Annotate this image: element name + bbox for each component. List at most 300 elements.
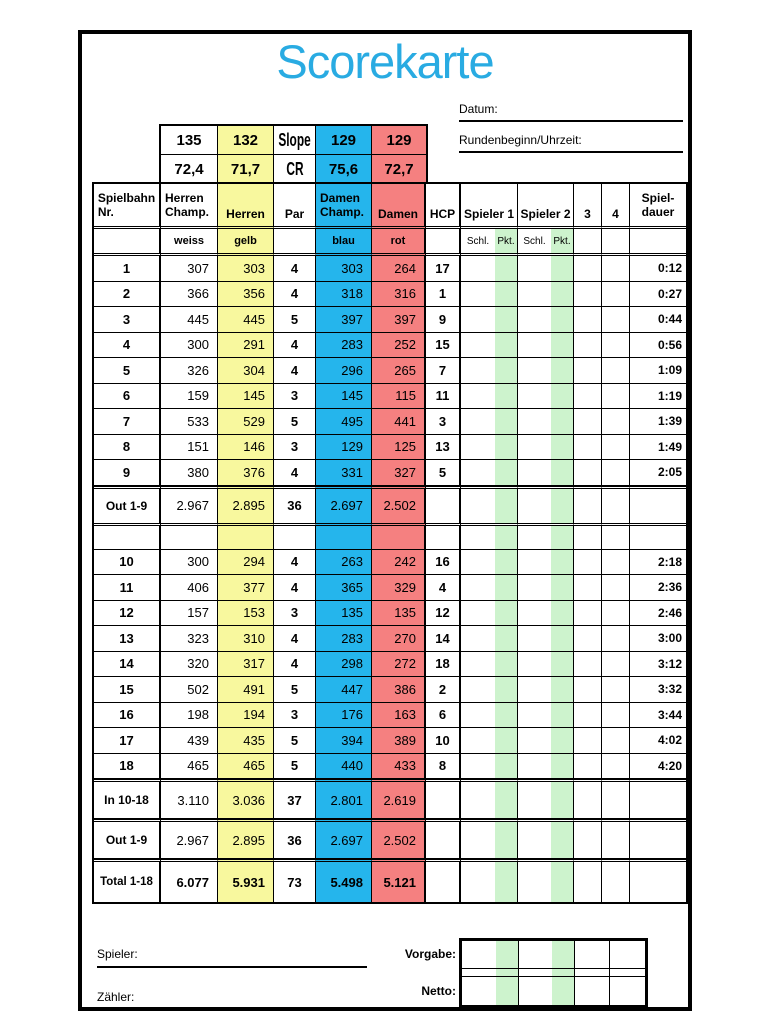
- spieler2-score-cell: [518, 307, 574, 333]
- in-spieler2: [518, 779, 574, 819]
- header-player4: 4: [602, 184, 630, 229]
- spieldauer-cell: 1:49: [630, 435, 686, 461]
- out2-rot: 2.502: [372, 819, 426, 859]
- spieldauer-cell: 2:36: [630, 575, 686, 601]
- hole-number-cell: 18: [94, 754, 161, 780]
- player4-score-cell: [602, 307, 630, 333]
- hole-row: [94, 282, 686, 308]
- pkt-stripe: [495, 575, 517, 600]
- out2-par: 36: [274, 819, 316, 859]
- zaehler-field: [97, 990, 134, 1004]
- divider-cell: [610, 969, 645, 977]
- spieldauer-cell: 4:02: [630, 728, 686, 754]
- cr-row: [161, 155, 426, 184]
- netto-player3-cell: [575, 977, 610, 1005]
- spieler2-score-cell: [518, 256, 574, 282]
- pkt-stripe: [495, 282, 517, 307]
- player3-score-cell: [574, 409, 602, 435]
- rundenbeginn-field: [459, 133, 683, 153]
- spieler2-score-cell: [518, 435, 574, 461]
- hcp-cell: 4: [426, 575, 461, 601]
- slope-weiss-cell: 135: [161, 126, 218, 155]
- distance-gelb-cell: 194: [218, 703, 274, 729]
- hole-number-cell: 1: [94, 256, 161, 282]
- spacer-cell: [274, 526, 316, 550]
- total-row: [94, 859, 686, 902]
- player3-score-cell: [574, 384, 602, 410]
- player4-score-cell: [602, 256, 630, 282]
- spacer-cell: [94, 526, 161, 550]
- pkt-stripe: [496, 977, 518, 1005]
- pkt-stripe: [496, 941, 518, 968]
- hcp-cell: 2: [426, 677, 461, 703]
- player4-score-cell: [602, 601, 630, 627]
- pkt-stripe: [551, 652, 573, 677]
- distance-weiss-cell: 533: [161, 409, 218, 435]
- subheader-blank: [574, 229, 602, 256]
- spieler1-score-cell: [461, 652, 518, 678]
- scorecard-sheet: [78, 30, 692, 1011]
- hole-row: [94, 728, 686, 754]
- subheader-blank: [274, 229, 316, 256]
- hcp-cell: 16: [426, 550, 461, 576]
- distance-blau-cell: 331: [316, 460, 372, 486]
- in-label: In 10-18: [94, 779, 161, 819]
- out2-hcp: [426, 819, 461, 859]
- scorecard-table: [92, 182, 688, 904]
- distance-rot-cell: 433: [372, 754, 426, 780]
- pkt-stripe: [495, 754, 517, 779]
- pkt-stripe: [495, 333, 517, 358]
- spieler2-score-cell: [518, 754, 574, 780]
- hole-row: [94, 626, 686, 652]
- spieldauer-cell: 3:44: [630, 703, 686, 729]
- distance-gelb-cell: 303: [218, 256, 274, 282]
- vorgabe-spieler1-cell: [462, 941, 519, 969]
- slope-label-cell: [274, 126, 316, 155]
- distance-blau-cell: 296: [316, 358, 372, 384]
- distance-weiss-cell: 465: [161, 754, 218, 780]
- distance-gelb-cell: 435: [218, 728, 274, 754]
- pkt-stripe: [495, 677, 517, 702]
- cr-label-cell: [274, 155, 316, 184]
- pkt-stripe: [495, 862, 517, 902]
- in-hcp: [426, 779, 461, 819]
- header-herren-champ: Herren Champ.: [161, 184, 218, 229]
- netto-spieler2-cell: [519, 977, 575, 1005]
- out2-gelb: 2.895: [218, 819, 274, 859]
- hcp-cell: 14: [426, 626, 461, 652]
- hole-number-cell: 13: [94, 626, 161, 652]
- header-spieler2: Spieler 2: [518, 184, 574, 229]
- total-blau: 5.498: [316, 859, 372, 902]
- pkt-stripe: [551, 333, 573, 358]
- in-player3: [574, 779, 602, 819]
- pkt-stripe: [551, 728, 573, 753]
- distance-blau-cell: 447: [316, 677, 372, 703]
- hcp-cell: 6: [426, 703, 461, 729]
- distance-weiss-cell: 366: [161, 282, 218, 308]
- hcp-cell: 15: [426, 333, 461, 359]
- hole-number-cell: 17: [94, 728, 161, 754]
- hole-number-cell: 2: [94, 282, 161, 308]
- distance-weiss-cell: 320: [161, 652, 218, 678]
- spacer-cell: [630, 526, 686, 550]
- spieldauer-cell: 3:32: [630, 677, 686, 703]
- cr-rot-cell: 72,7: [372, 155, 426, 184]
- vorgabe-player4-cell: [610, 941, 645, 969]
- header-spieldauer: Spiel- dauer: [630, 184, 686, 229]
- pkt-stripe: [551, 677, 573, 702]
- spacer-cell: [316, 526, 372, 550]
- distance-weiss-cell: 323: [161, 626, 218, 652]
- distance-weiss-cell: 300: [161, 550, 218, 576]
- pkt-stripe: [551, 703, 573, 728]
- distance-gelb-cell: 145: [218, 384, 274, 410]
- pkt-stripe: [495, 703, 517, 728]
- distance-gelb-cell: 310: [218, 626, 274, 652]
- hole-number-cell: 6: [94, 384, 161, 410]
- spieler2-score-cell: [518, 384, 574, 410]
- in-weiss: 3.110: [161, 779, 218, 819]
- spieler1-score-cell: [461, 677, 518, 703]
- player4-score-cell: [602, 550, 630, 576]
- netto-label: Netto:: [421, 984, 456, 998]
- pkt-stripe: [551, 358, 573, 383]
- player4-score-cell: [602, 333, 630, 359]
- player3-score-cell: [574, 754, 602, 780]
- spieler2-score-cell: [518, 703, 574, 729]
- spieldauer-cell: 2:05: [630, 460, 686, 486]
- par-cell: 4: [274, 575, 316, 601]
- hole-row: [94, 256, 686, 282]
- pkt-stripe: [551, 409, 573, 434]
- header-damen-champ: Damen Champ.: [316, 184, 372, 229]
- par-cell: 4: [274, 460, 316, 486]
- distance-gelb-cell: 153: [218, 601, 274, 627]
- player4-score-cell: [602, 282, 630, 308]
- player3-score-cell: [574, 435, 602, 461]
- subheader-blank: [602, 229, 630, 256]
- hole-row: [94, 601, 686, 627]
- spieldauer-cell: 2:46: [630, 601, 686, 627]
- distance-weiss-cell: 198: [161, 703, 218, 729]
- hole-row: [94, 550, 686, 576]
- distance-blau-cell: 135: [316, 601, 372, 627]
- rating-table: [159, 124, 428, 186]
- out-player3: [574, 486, 602, 526]
- distance-gelb-cell: 445: [218, 307, 274, 333]
- hole-number-cell: 16: [94, 703, 161, 729]
- cr-blau-cell: 75,6: [316, 155, 372, 184]
- out2-label: Out 1-9: [94, 819, 161, 859]
- distance-blau-cell: 129: [316, 435, 372, 461]
- hole-row: [94, 754, 686, 780]
- pkt-stripe: [495, 626, 517, 651]
- slope-blau-cell: 129: [316, 126, 372, 155]
- distance-blau-cell: 318: [316, 282, 372, 308]
- divider-cell: [462, 969, 519, 977]
- netto-spieler1-cell: [462, 977, 519, 1005]
- hcp-cell: 5: [426, 460, 461, 486]
- front-nine-rows: [94, 256, 686, 486]
- pkt-stripe: [495, 489, 517, 523]
- datum-label: Datum:: [459, 102, 498, 116]
- distance-blau-cell: 440: [316, 754, 372, 780]
- par-cell: 5: [274, 728, 316, 754]
- subheader-blank: [426, 229, 461, 256]
- out2-blau: 2.697: [316, 819, 372, 859]
- distance-rot-cell: 397: [372, 307, 426, 333]
- spacer-row: [94, 526, 686, 550]
- par-cell: 5: [274, 409, 316, 435]
- spieldauer-cell: 0:27: [630, 282, 686, 308]
- distance-gelb-cell: 317: [218, 652, 274, 678]
- pkt-stripe: [552, 977, 574, 1005]
- out-weiss: 2.967: [161, 486, 218, 526]
- player4-score-cell: [602, 703, 630, 729]
- subheader-spieler1-split: [461, 229, 518, 256]
- spieler2-score-cell: [518, 282, 574, 308]
- subheader-blank: [630, 229, 686, 256]
- hole-row: [94, 307, 686, 333]
- distance-gelb-cell: 491: [218, 677, 274, 703]
- page-title: Scorekarte: [276, 35, 494, 88]
- hcp-cell: 17: [426, 256, 461, 282]
- pkt-stripe: [495, 409, 517, 434]
- distance-rot-cell: 316: [372, 282, 426, 308]
- spacer-cell: [518, 526, 574, 550]
- player4-score-cell: [602, 384, 630, 410]
- spacer-cell: [426, 526, 461, 550]
- pkt-stripe: [495, 307, 517, 332]
- out-par: 36: [274, 486, 316, 526]
- spieler1-score-cell: [461, 282, 518, 308]
- pkt-label: Pkt.: [495, 229, 517, 253]
- hcp-cell: 1: [426, 282, 461, 308]
- hole-number-cell: 14: [94, 652, 161, 678]
- out-row: [94, 486, 686, 526]
- hole-row: [94, 358, 686, 384]
- pkt-stripe: [496, 969, 518, 976]
- distance-rot-cell: 265: [372, 358, 426, 384]
- hole-number-cell: 3: [94, 307, 161, 333]
- par-cell: 5: [274, 754, 316, 780]
- pkt-stripe: [495, 358, 517, 383]
- hole-row: [94, 677, 686, 703]
- schl-label: Schl.: [466, 235, 490, 247]
- player4-score-cell: [602, 435, 630, 461]
- player4-score-cell: [602, 652, 630, 678]
- distance-blau-cell: 298: [316, 652, 372, 678]
- cr-label: CR: [285, 159, 304, 179]
- player4-score-cell: [602, 677, 630, 703]
- distance-blau-cell: 394: [316, 728, 372, 754]
- hole-row: [94, 384, 686, 410]
- spieler2-score-cell: [518, 677, 574, 703]
- hcp-cell: 9: [426, 307, 461, 333]
- distance-gelb-cell: 465: [218, 754, 274, 780]
- subheader-spieler2-split: [518, 229, 574, 256]
- spieler1-score-cell: [461, 575, 518, 601]
- hcp-cell: 8: [426, 754, 461, 780]
- hole-number-cell: 7: [94, 409, 161, 435]
- spieldauer-cell: 0:12: [630, 256, 686, 282]
- hole-row: [94, 333, 686, 359]
- in-rot: 2.619: [372, 779, 426, 819]
- spieler1-score-cell: [461, 409, 518, 435]
- distance-weiss-cell: 502: [161, 677, 218, 703]
- pkt-stripe: [495, 782, 517, 818]
- distance-rot-cell: 125: [372, 435, 426, 461]
- player3-score-cell: [574, 256, 602, 282]
- distance-rot-cell: 272: [372, 652, 426, 678]
- distance-gelb-cell: 376: [218, 460, 274, 486]
- spieler2-score-cell: [518, 333, 574, 359]
- hole-row: [94, 575, 686, 601]
- spieler2-score-cell: [518, 460, 574, 486]
- out2-spieler1: [461, 819, 518, 859]
- out-hcp: [426, 486, 461, 526]
- pkt-stripe: [495, 550, 517, 575]
- player3-score-cell: [574, 358, 602, 384]
- spieldauer-cell: 4:20: [630, 754, 686, 780]
- spieler-label: Spieler:: [97, 947, 138, 961]
- divider-cell: [519, 969, 575, 977]
- pkt-stripe: [551, 550, 573, 575]
- total-label: Total 1-18: [94, 859, 161, 902]
- distance-gelb-cell: 294: [218, 550, 274, 576]
- vorgabe-player3-cell: [575, 941, 610, 969]
- subheader-rot: rot: [372, 229, 426, 256]
- pkt-stripe: [551, 489, 573, 523]
- spieler1-score-cell: [461, 358, 518, 384]
- header-hcp: HCP: [426, 184, 461, 229]
- hole-row: [94, 460, 686, 486]
- spieler1-score-cell: [461, 435, 518, 461]
- par-cell: 5: [274, 677, 316, 703]
- player3-score-cell: [574, 703, 602, 729]
- spieler2-score-cell: [518, 550, 574, 576]
- distance-blau-cell: 397: [316, 307, 372, 333]
- slope-row: [161, 126, 426, 155]
- par-cell: 3: [274, 703, 316, 729]
- distance-rot-cell: 329: [372, 575, 426, 601]
- out-row-2: [94, 819, 686, 859]
- vorgabe-label: Vorgabe:: [404, 947, 456, 961]
- slope-label: Slope: [278, 129, 311, 150]
- player4-score-cell: [602, 626, 630, 652]
- hcp-cell: 11: [426, 384, 461, 410]
- distance-weiss-cell: 326: [161, 358, 218, 384]
- par-cell: 4: [274, 358, 316, 384]
- pkt-stripe: [495, 435, 517, 460]
- hcp-cell: 7: [426, 358, 461, 384]
- total-weiss: 6.077: [161, 859, 218, 902]
- in-blau: 2.801: [316, 779, 372, 819]
- vorgabe-row: [462, 941, 645, 969]
- in-gelb: 3.036: [218, 779, 274, 819]
- out-dauer: [630, 486, 686, 526]
- out-player4: [602, 486, 630, 526]
- spieler1-score-cell: [461, 754, 518, 780]
- header-damen: Damen: [372, 184, 426, 229]
- total-rot: 5.121: [372, 859, 426, 902]
- distance-weiss-cell: 445: [161, 307, 218, 333]
- player3-score-cell: [574, 307, 602, 333]
- in-player4: [602, 779, 630, 819]
- distance-weiss-cell: 406: [161, 575, 218, 601]
- hole-number-cell: 5: [94, 358, 161, 384]
- spieldauer-cell: 1:19: [630, 384, 686, 410]
- netto-player4-cell: [610, 977, 645, 1005]
- distance-gelb-cell: 146: [218, 435, 274, 461]
- pkt-stripe: [495, 460, 517, 485]
- par-cell: 3: [274, 435, 316, 461]
- par-cell: 4: [274, 550, 316, 576]
- pkt-stripe: [551, 384, 573, 409]
- pkt-stripe: [551, 460, 573, 485]
- spacer-cell: [372, 526, 426, 550]
- pkt-stripe: [495, 601, 517, 626]
- spieldauer-cell: 1:09: [630, 358, 686, 384]
- hole-number-cell: 4: [94, 333, 161, 359]
- pkt-stripe: [551, 626, 573, 651]
- player3-score-cell: [574, 460, 602, 486]
- spieler1-score-cell: [461, 333, 518, 359]
- distance-blau-cell: 365: [316, 575, 372, 601]
- total-hcp: [426, 859, 461, 902]
- distance-rot-cell: 242: [372, 550, 426, 576]
- out-spieler2: [518, 486, 574, 526]
- distance-rot-cell: 163: [372, 703, 426, 729]
- player4-score-cell: [602, 728, 630, 754]
- hole-number-cell: 9: [94, 460, 161, 486]
- spieler1-score-cell: [461, 307, 518, 333]
- in-dauer: [630, 779, 686, 819]
- total-par: 73: [274, 859, 316, 902]
- spacer-cell: [218, 526, 274, 550]
- slope-rot-cell: 129: [372, 126, 426, 155]
- hcp-cell: 3: [426, 409, 461, 435]
- pkt-stripe: [551, 601, 573, 626]
- distance-weiss-cell: 380: [161, 460, 218, 486]
- spieler1-score-cell: [461, 384, 518, 410]
- pkt-stripe: [551, 307, 573, 332]
- hole-row: [94, 435, 686, 461]
- spacer-cell: [161, 526, 218, 550]
- player3-score-cell: [574, 575, 602, 601]
- in-spieler1: [461, 779, 518, 819]
- out-spieler1: [461, 486, 518, 526]
- spieldauer-cell: 0:56: [630, 333, 686, 359]
- pkt-stripe: [551, 526, 573, 549]
- hole-number-cell: 10: [94, 550, 161, 576]
- pkt-stripe: [551, 256, 573, 281]
- pkt-label: Pkt.: [551, 229, 573, 253]
- distance-weiss-cell: 300: [161, 333, 218, 359]
- pkt-stripe: [495, 822, 517, 858]
- par-cell: 4: [274, 652, 316, 678]
- player3-score-cell: [574, 652, 602, 678]
- total-player4: [602, 859, 630, 902]
- in-par: 37: [274, 779, 316, 819]
- pkt-stripe: [551, 754, 573, 779]
- distance-gelb-cell: 291: [218, 333, 274, 359]
- distance-blau-cell: 176: [316, 703, 372, 729]
- distance-weiss-cell: 157: [161, 601, 218, 627]
- spieldauer-cell: 0:44: [630, 307, 686, 333]
